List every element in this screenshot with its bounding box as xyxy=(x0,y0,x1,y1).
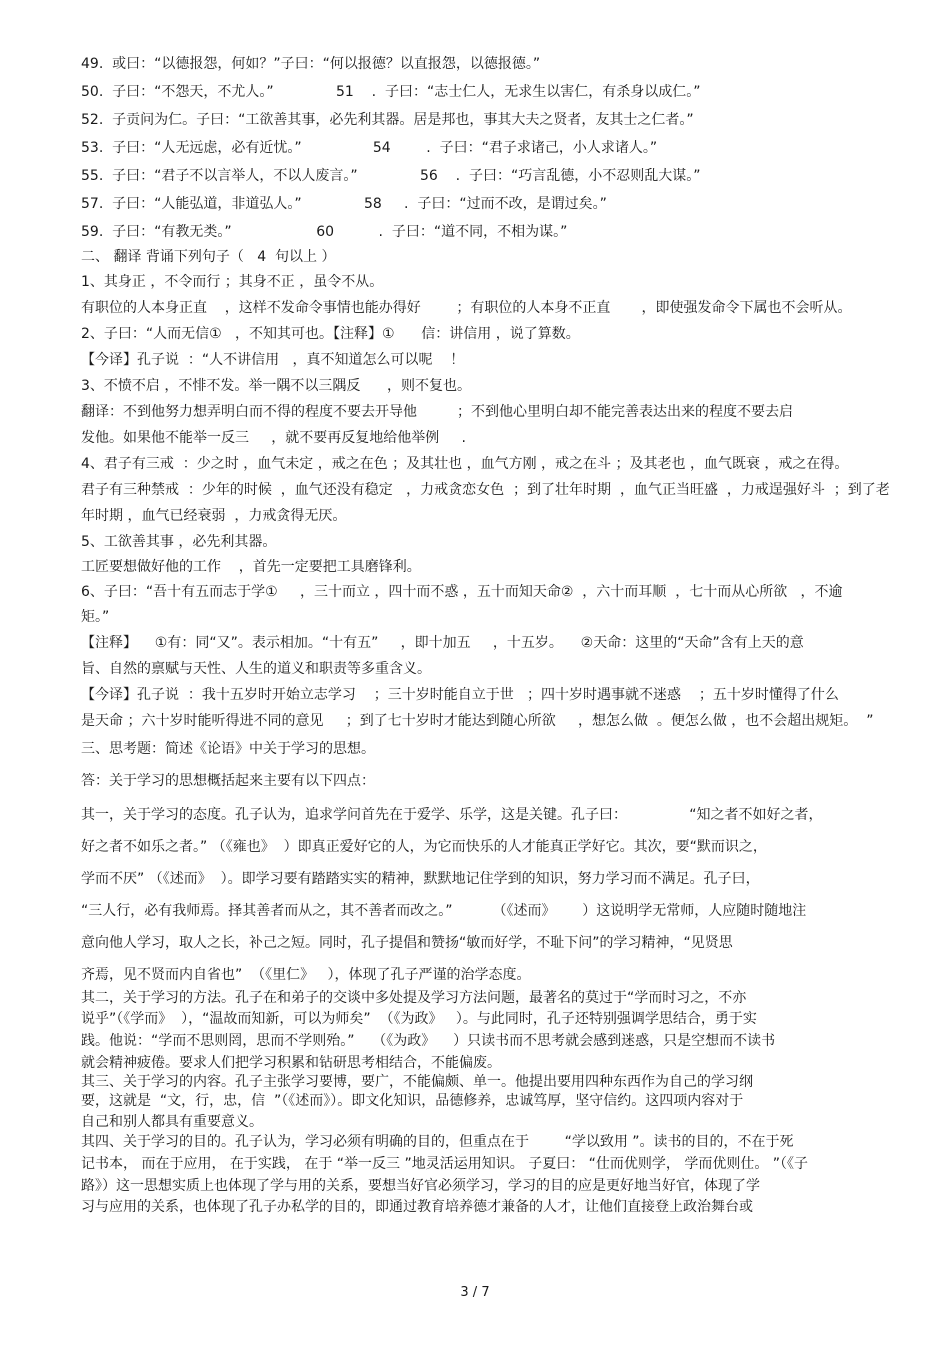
text-line: 君子有三种禁戒 ：少年的时候 ，血气还没有稳定 ，力戒贪恋女色 ；到了壮年时期 ，血气正当旺盛 ，力戒逞强好斗 ；到了老 xyxy=(81,482,890,498)
text-line: 好之者不如乐之者。” （《雍也》 ）即真正爱好它的人，为它而快乐的人才能真正学好它。其次，要“默而识之， xyxy=(81,839,767,855)
text-line: 学而不厌” （《述而》 ）。即学习要有踏踏实实的精神，默默地记住学到的知识，努力学习而不满足。孔子曰， xyxy=(81,871,760,887)
text-line: 翻译：不到他努力想弄明白而不得的程度不要去开导他 ；不到他心里明白却不能完善表达出来的程度不要去启 xyxy=(81,404,794,420)
text-line: 要，这就是 “文，行，忠，信 ”（《述而》）。即文化知识，品德修养，忠诚笃厚，坚守信约。这四项内容对于 xyxy=(81,1093,744,1109)
text-line: 说乎”（《学而》 ），“温故而知新，可以为师矣” （《为政》 ）。与此同时，孔子还特别强调学思结合，勇于实 xyxy=(81,1011,757,1027)
text-line: 其三、关于学习的内容。孔子主张学习要博，要广，不能偏颇、单一。他提出要用四种东西作为自己的学习纲 xyxy=(81,1074,753,1090)
text-line: 3、不愤不启 ，不悱不发。举一隅不以三隅反 ，则不复也。 xyxy=(81,378,472,394)
text-line: 52. 子贡问为仁。子曰：“工欲善其事，必先利其器。居是邦也，事其大夫之贤者，友其士之仁者。” xyxy=(81,112,694,128)
text-line: 57. 子曰：“人能弘道，非道弘人。” 58 . 子曰：“过而不改，是谓过矣。” xyxy=(81,196,607,212)
text-line: 5、工欲善其事 ，必先利其器。 xyxy=(81,534,277,550)
text-line: 旨、自然的禀赋与天性、人生的道义和职责等多重含义。 xyxy=(81,661,431,677)
section-heading: 二、 翻译 背诵下列句子（ 4 句以上 ） xyxy=(81,249,336,265)
text-line: 1、其身正 ，不令而行 ；其身不正 ，虽令不从。 xyxy=(81,274,384,290)
page-number: 3 / 7 xyxy=(460,1285,490,1300)
text-line: 其一，关于学习的态度。孔子认为，追求学问首先在于爱学、乐学，这是关键。孔子曰： “知之者不如好之者， xyxy=(81,807,823,823)
text-line: 就会精神疲倦。要求人们把学习积累和钻研思考相结合，不能偏废。 xyxy=(81,1055,501,1071)
text-line: 工匠要想做好他的工作 ，首先一定要把工具磨锋利。 xyxy=(81,559,421,575)
text-line: 意向他人学习，取人之长，补己之短。同时，孔子提倡和赞扬“敏而好学，不耻下问”的学习精神，“见贤思 xyxy=(81,935,733,951)
text-line: 【今译】孔子说 ：我十五岁时开始立志学习 ；三十岁时能自立于世 ；四十岁时遇事就不迷惑 ；五十岁时懂得了什么 xyxy=(81,687,839,703)
text-line: 50. 子曰：“不怨天，不尤人。” 51 . 子曰：“志士仁人，无求生以害仁，有杀身以成仁。” xyxy=(81,84,701,100)
text-line: 是天命 ；六十岁时能听得进不同的意见 ；到了七十岁时才能达到随心所欲 ，想怎么做 。便怎么做 ，也不会超出规矩。 ” xyxy=(81,713,874,729)
text-line: 59. 子曰：“有教无类。” 60 . 子曰：“道不同，不相为谋。” xyxy=(81,224,568,240)
text-line: 年时期 ，血气已经衰弱 ，力戒贪得无厌。 xyxy=(81,508,347,524)
text-line: 55. 子曰：“君子不以言举人，不以人废言。” 56 . 子曰：“巧言乱德，小不忍则乱大谋。” xyxy=(81,168,701,184)
text-line: 自己和别人都具有重要意义。 xyxy=(81,1114,263,1130)
text-line: 答：关于学习的思想概括起来主要有以下四点： xyxy=(81,773,375,789)
text-line: 49. 或曰：“以德报怨，何如？”子曰：“何以报德？以直报怨，以德报德。” xyxy=(81,56,541,72)
text-line: 【今译】孔子说 ：“人不讲信用 ，真不知道怎么可以呢 ！ xyxy=(81,352,465,368)
text-line: “三人行，必有我师焉。择其善者而从之，其不善者而改之。” （《述而》 ）这说明学无常师，人应随时随地注 xyxy=(81,903,807,919)
text-line: 其二，关于学习的方法。孔子在和弟子的交谈中多处提及学习方法问题，最著名的莫过于“学而时习之，不亦 xyxy=(81,990,747,1006)
text-line: 践。他说：“学而不思则罔，思而不学则殆。” （《为政》 ）只读书而不思考就会感到迷惑，只是空想而不读书 xyxy=(81,1033,776,1049)
text-line: 齐焉，见不贤而内自省也” （《里仁》 ），体现了孔子严谨的治学态度。 xyxy=(81,967,531,983)
text-line: 4、君子有三戒 ：少之时 ，血气未定 ，戒之在色 ；及其壮也 ，血气方刚 ，戒之在斗 ；及其老也 ，血气既衰 ，戒之在得。 xyxy=(81,456,849,472)
text-line: 有职位的人本身正直 ，这样不发命令事情也能办得好 ；有职位的人本身不正直 ，即使强发命令下属也不会听从。 xyxy=(81,300,852,316)
text-line: 其四、关于学习的目的。孔子认为，学习必须有明确的目的，但重点在于 “学以致用 ”。读书的目的，不在于死 xyxy=(81,1134,794,1150)
text-line: 习与应用的关系，也体现了孔子办私学的目的，即通过教育培养德才兼备的人才，让他们直接登上政治舞台或 xyxy=(81,1199,753,1215)
text-line: 6、子曰：“吾十有五而志于学① ，三十而立 ，四十而不惑 ，五十而知天命② ，六十而耳顺 ，七十而从心所欲 ，不逾 xyxy=(81,584,843,600)
text-line: 路》）这一思想实质上也体现了学与用的关系，要想当好官必须学习，学习的目的应是更好地当好官，体现了学 xyxy=(81,1178,760,1194)
text-line: 记书本， 而在于应用， 在于实践， 在于 “举一反三 ”地灵活运用知识。 子夏曰： “仕而优则学， 学而优则仕。 ”（《子 xyxy=(81,1156,809,1172)
text-line: 矩。” xyxy=(81,609,110,625)
text-line: 发他。如果他不能举一反三 ，就不要再反复地给他举例 . xyxy=(81,430,466,446)
text-line: 【注释】 ①有：同“又”。表示相加。“十有五” ，即十加五 ，十五岁。 ②天命：这里的“天命”含有上天的意 xyxy=(81,635,804,651)
text-line: 53. 子曰：“人无远虑，必有近忧。” 54 . 子曰：“君子求诸己，小人求诸人。” xyxy=(81,140,658,156)
section-heading: 三、思考题：简述《论语》中关于学习的思想。 xyxy=(81,741,375,757)
text-line: 2、子曰：“人而无信① ，不知其可也。【注释】① 信：讲信用 ，说了算数。 xyxy=(81,326,580,342)
